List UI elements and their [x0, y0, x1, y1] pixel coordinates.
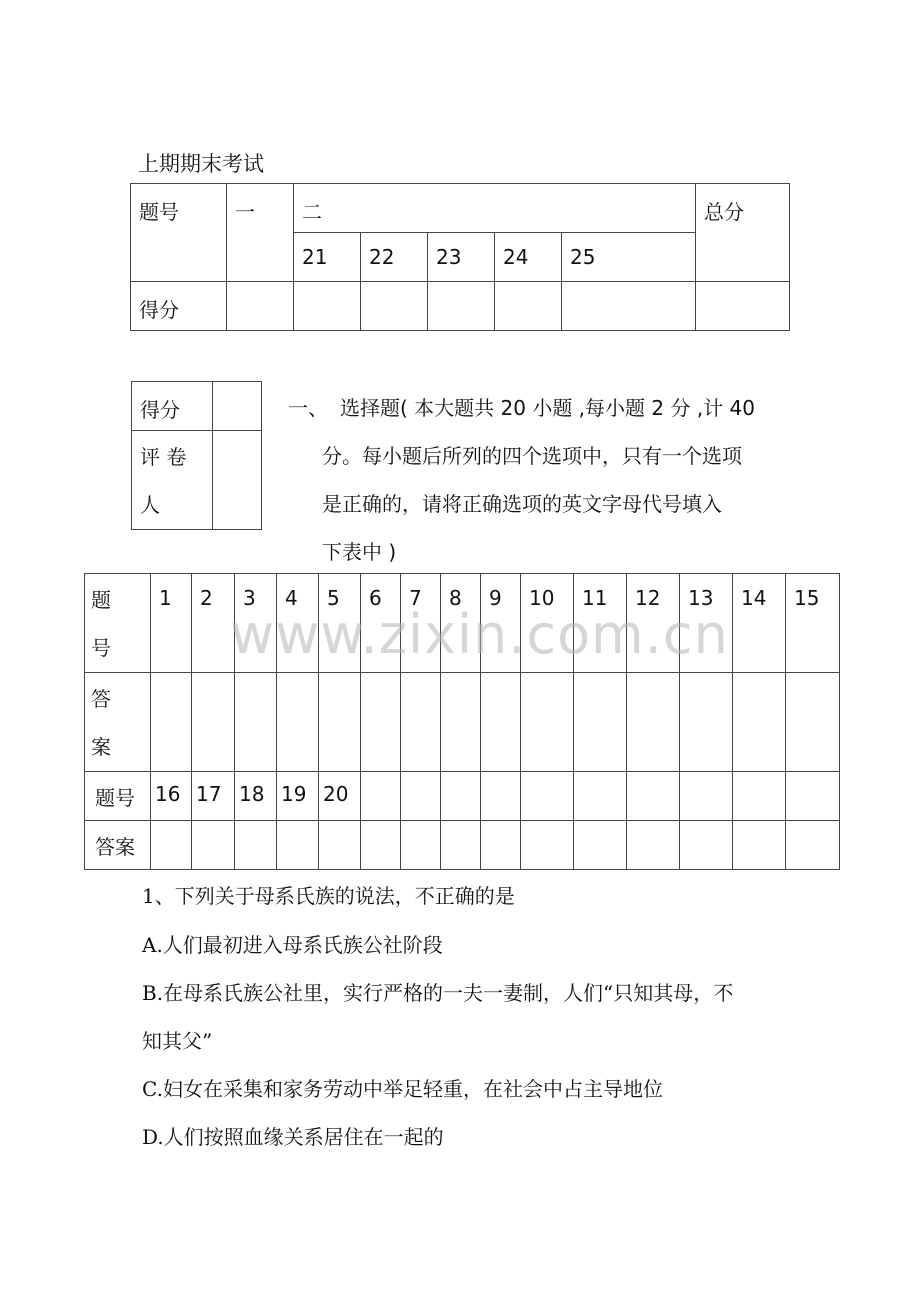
- answer-cell[interactable]: [441, 673, 481, 772]
- question-number: 19: [277, 772, 319, 821]
- question-number: 2: [192, 574, 235, 673]
- question-number: 11: [574, 574, 627, 673]
- answer-ans-label-line1: 答: [91, 687, 111, 711]
- grader-label: [132, 431, 213, 530]
- answer-cell[interactable]: [319, 673, 361, 772]
- score-cell[interactable]: [361, 282, 428, 331]
- answer-cell[interactable]: [521, 673, 574, 772]
- score-sub-num: 23: [428, 233, 495, 282]
- empty-cell: [574, 772, 627, 821]
- empty-cell: [627, 821, 680, 870]
- empty-cell: [441, 821, 481, 870]
- answer-ans-label: [85, 673, 151, 772]
- answer-cell[interactable]: [481, 673, 521, 772]
- score-cell[interactable]: [495, 282, 562, 331]
- question-number: 18: [235, 772, 277, 821]
- answer-cell[interactable]: [277, 673, 319, 772]
- question-number: 7: [401, 574, 441, 673]
- score-cell[interactable]: [696, 282, 790, 331]
- question-number: 10: [521, 574, 574, 673]
- grader-label-line2: 人: [140, 493, 160, 517]
- score-total-label: 总分: [696, 184, 790, 282]
- empty-cell: [786, 772, 840, 821]
- empty-cell: [481, 821, 521, 870]
- answer-cell[interactable]: [401, 673, 441, 772]
- section-number: 一、: [288, 396, 328, 420]
- empty-cell: [733, 772, 786, 821]
- empty-cell: [441, 772, 481, 821]
- question-number: 16: [151, 772, 192, 821]
- question-number: 6: [361, 574, 401, 673]
- question-number: 5: [319, 574, 361, 673]
- question-number: 1: [151, 574, 192, 673]
- answer-q-label-2: 题号: [85, 772, 151, 821]
- empty-cell: [627, 772, 680, 821]
- question-stem: 1、下列关于母系氏族的说法，不正确的是: [142, 884, 515, 908]
- answer-cell[interactable]: [277, 821, 319, 870]
- answer-q-label-line2: 号: [91, 636, 111, 660]
- question-number: 14: [733, 574, 786, 673]
- empty-cell: [401, 772, 441, 821]
- answer-ans-label-2: 答案: [85, 821, 151, 870]
- answer-ans-label-line2: 案: [91, 735, 111, 759]
- option-b-continued: 知其父”: [142, 1029, 213, 1053]
- question-number: 4: [277, 574, 319, 673]
- score-sub-num: 22: [361, 233, 428, 282]
- score-cell[interactable]: [428, 282, 495, 331]
- empty-cell: [574, 821, 627, 870]
- grader-score-label: 得分: [132, 382, 213, 431]
- watermark: www.zixin.com.cn: [230, 603, 729, 666]
- empty-cell: [361, 821, 401, 870]
- answer-cell[interactable]: [192, 821, 235, 870]
- score-table: [130, 183, 790, 331]
- answer-q-label: [85, 574, 151, 673]
- empty-cell: [481, 772, 521, 821]
- grader-box: [131, 381, 262, 530]
- empty-cell: [521, 772, 574, 821]
- question-number: 9: [481, 574, 521, 673]
- question-number: 12: [627, 574, 680, 673]
- section-line: 下表中 ): [322, 540, 397, 564]
- question-number: 15: [786, 574, 840, 673]
- option-d: D.人们按照血缘关系居住在一起的: [142, 1125, 444, 1149]
- answer-cell[interactable]: [151, 821, 192, 870]
- answer-cell[interactable]: [680, 673, 733, 772]
- score-part1: 一: [227, 184, 294, 282]
- answer-cell[interactable]: [151, 673, 192, 772]
- option-b: B.在母系氏族公社里，实行严格的一夫一妻制，人们“只知其母，不: [142, 981, 734, 1005]
- score-cell[interactable]: [562, 282, 696, 331]
- grader-label-line1: 评 卷: [140, 445, 187, 469]
- empty-cell: [680, 772, 733, 821]
- question-number: 13: [680, 574, 733, 673]
- answer-cell[interactable]: [786, 673, 840, 772]
- grader-score-cell[interactable]: [213, 382, 262, 431]
- empty-cell: [733, 821, 786, 870]
- section-line: 分。每小题后所列的四个选项中，只有一个选项: [322, 444, 742, 468]
- answer-cell[interactable]: [192, 673, 235, 772]
- exam-title: 上期期末考试: [138, 152, 264, 176]
- empty-cell: [401, 821, 441, 870]
- score-cell[interactable]: [294, 282, 361, 331]
- score-cell[interactable]: [227, 282, 294, 331]
- score-sub-num: 21: [294, 233, 361, 282]
- answer-cell[interactable]: [733, 673, 786, 772]
- score-q-label: 题号: [131, 184, 227, 282]
- question-number: 3: [235, 574, 277, 673]
- answer-cell[interactable]: [627, 673, 680, 772]
- question-number: 8: [441, 574, 481, 673]
- section-line: 是正确的，请将正确选项的英文字母代号填入: [322, 492, 722, 516]
- question-number: 17: [192, 772, 235, 821]
- empty-cell: [680, 821, 733, 870]
- answer-cell[interactable]: [235, 821, 277, 870]
- score-part2: 二: [294, 184, 696, 233]
- option-a: A.人们最初进入母系氏族公社阶段: [142, 933, 443, 957]
- grader-name-cell[interactable]: [213, 431, 262, 530]
- empty-cell: [521, 821, 574, 870]
- option-c: C.妇女在采集和家务劳动中举足轻重，在社会中占主导地位: [142, 1077, 663, 1101]
- answer-cell[interactable]: [361, 673, 401, 772]
- answer-q-label-line1: 题: [91, 588, 111, 612]
- empty-cell: [361, 772, 401, 821]
- empty-cell: [786, 821, 840, 870]
- answer-cell[interactable]: [319, 821, 361, 870]
- score-sub-num: 24: [495, 233, 562, 282]
- question-number: 20: [319, 772, 361, 821]
- score-row-label: 得分: [131, 282, 227, 331]
- section-line: 选择题( 本大题共 20 小题 ,每小题 2 分 ,计 40: [340, 396, 755, 420]
- answer-cell[interactable]: [235, 673, 277, 772]
- answer-cell[interactable]: [574, 673, 627, 772]
- score-sub-num: 25: [562, 233, 696, 282]
